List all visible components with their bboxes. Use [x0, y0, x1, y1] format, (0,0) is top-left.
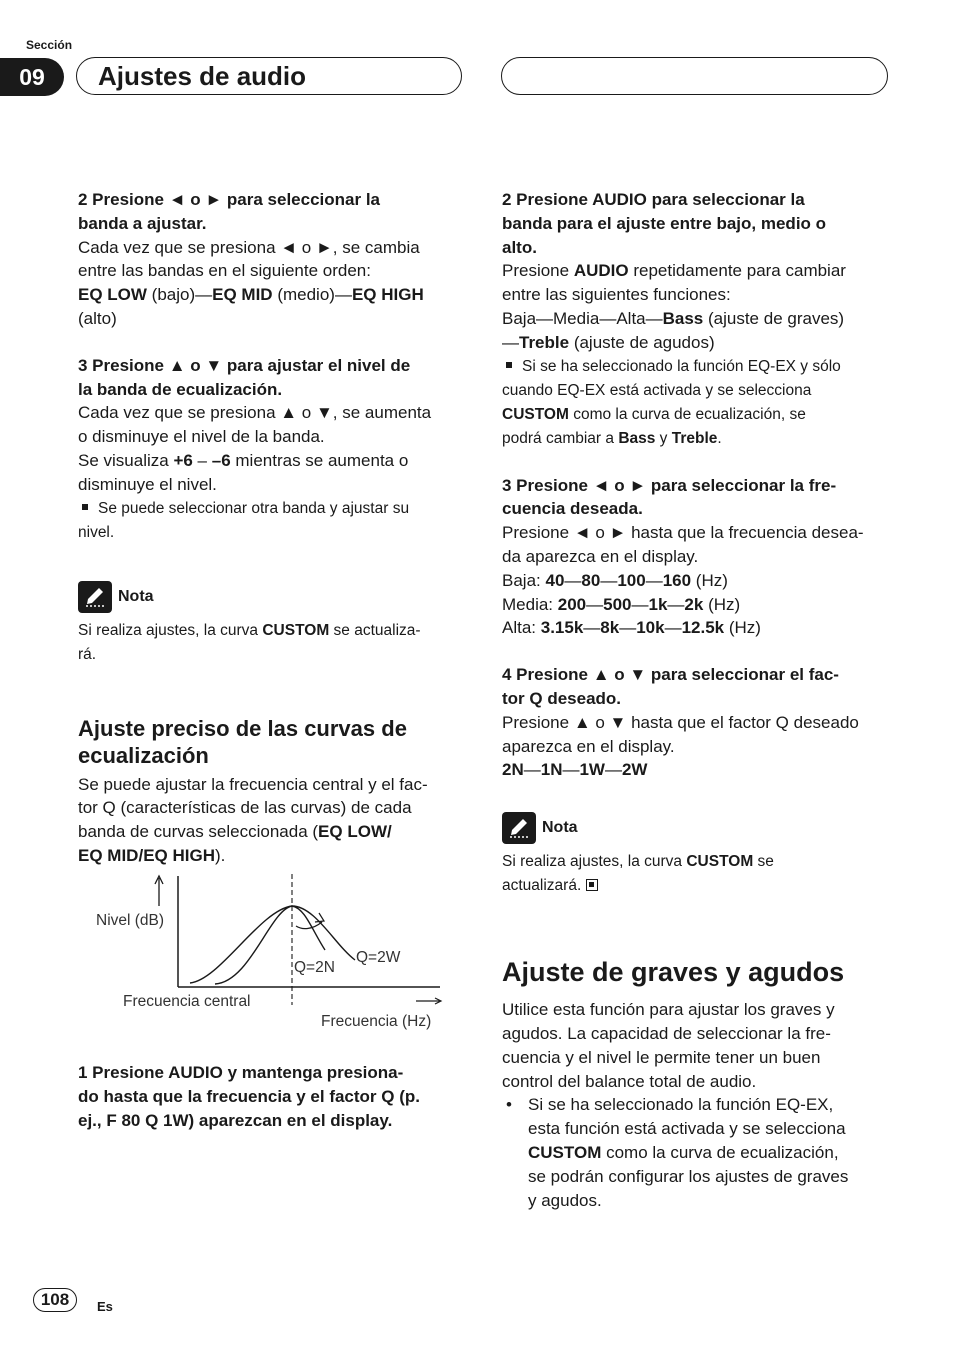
left-step3-heading: 3 Presione ▲ o ▼ para ajustar el nivel de la banda de ecualización.: [78, 355, 411, 399]
page-title: Ajustes de audio: [98, 61, 307, 91]
section-body-curvas: Se puede ajustar la frecuencia central y el fac- tor Q (características de las curvas) de cada banda de curvas seleccionada (EQ LOW/ EQ MID/EQ HIGH).: [78, 774, 428, 865]
square-bullet-icon: [82, 504, 88, 510]
freq-baja: Baja: 40—80—100—160 (Hz): [502, 570, 728, 590]
language-code: Es: [97, 1299, 113, 1314]
left-nota-text: Si realiza ajustes, la curva CUSTOM se actualiza- rá.: [78, 621, 421, 663]
freq-alta: Alta: 3.15k—8k—10k—12.5k (Hz): [502, 618, 761, 638]
left-step3-body: Cada vez que se presiona ▲ o ▼, se aumenta o disminuye el nivel de la banda. Se visualiza +6 – –6 mientras se aumenta o disminuye el nivel.: [78, 403, 432, 494]
right-step3-heading: 3 Presione ◄ o ► para seleccionar la fre- cuencia deseada.: [502, 475, 837, 519]
right-column: [502, 188, 894, 1212]
adjust-arrow-icon: [315, 913, 324, 922]
right-step2-body: Presione AUDIO repetidamente para cambiar entre las siguientes funciones: Baja—Media—Alta—Bass (ajuste de graves) —Treble (ajuste de agudos): [502, 261, 846, 352]
pencil-note-icon: [78, 581, 112, 613]
section-heading-curvas: Ajuste preciso de las curvas de ecualización: [78, 715, 407, 768]
right-step3-body: Presione ◄ o ► hasta que la frecuencia desea- da aparezca en el display.: [502, 523, 864, 566]
left-step3-note: Se puede seleccionar otra banda y ajustar su nivel.: [78, 499, 410, 541]
square-bullet-icon: [506, 362, 512, 368]
bullet-dot-icon: •: [506, 1095, 512, 1115]
left-step2-heading: 2 Presione ◄ o ► para seleccionar la banda a ajustar.: [78, 190, 381, 233]
label-q2n: Q=2N: [294, 959, 335, 976]
label-nivel: Nivel (dB): [96, 912, 165, 929]
section-label: Sección: [26, 38, 73, 52]
page-number: 108: [33, 1288, 77, 1312]
section-body-graves: Utilice esta función para ajustar los graves y agudos. La capacidad de seleccionar la fre- cuencia y el nivel le permite tener un buen control del balance total de audio.: [502, 1000, 835, 1091]
empty-title-frame: [501, 57, 888, 95]
pencil-note-icon: [502, 812, 536, 844]
label-frecuencia-central: Frecuencia central: [123, 993, 251, 1010]
left-column: [78, 188, 462, 868]
right-nota-heading: Nota: [502, 812, 894, 844]
list-item: • Si se ha seleccionado la función EQ-EX, esta función está activada y se selecciona CUSTOM como la curva de ecualización, se podrán configurar los ajustes de graves y agudos.: [502, 1093, 894, 1212]
left-nota-heading: Nota: [78, 581, 462, 613]
end-mark-icon: [586, 879, 598, 891]
left-step2-body: Cada vez que se presiona ◄ o ►, se cambia entre las bandas en el siguiente orden: EQ LOW (bajo)—EQ MID (medio)—EQ HIGH (alto): [78, 237, 424, 328]
right-step2-note: Si se ha seleccionado la función EQ-EX y sólo cuando EQ-EX está activada y se selecciona CUSTOM como la curva de ecualización, se podrá cambiar a Bass y Treble.: [502, 357, 841, 447]
section-number-badge: 09: [0, 58, 64, 96]
eq-curve-diagram: [90, 870, 460, 1035]
left-step1: [78, 1061, 462, 1132]
section-heading-graves: Ajuste de graves y agudos: [502, 957, 845, 988]
right-step4-heading: 4 Presione ▲ o ▼ para seleccionar el fac- tor Q deseado.: [502, 665, 839, 708]
left-step1-heading: 1 Presione AUDIO y mantenga presiona- do hasta que la frecuencia y el factor Q (p. ej., F 80 Q 1W) aparezcan en el display.: [78, 1063, 420, 1130]
label-frecuencia-hz: Frecuencia (Hz): [321, 1013, 432, 1030]
freq-media: Media: 200—500—1k—2k (Hz): [502, 594, 741, 614]
right-step4-body: Presione ▲ o ▼ hasta que el factor Q deseado aparezca en el display. 2N—1N—1W—2W: [502, 712, 859, 780]
right-step2-heading: 2 Presione AUDIO para seleccionar la banda para el ajuste entre bajo, medio o alto.: [502, 190, 827, 257]
right-nota-text: Si realiza ajustes, la curva CUSTOM se actualizará.: [502, 853, 774, 895]
label-q2w: Q=2W: [356, 949, 401, 966]
